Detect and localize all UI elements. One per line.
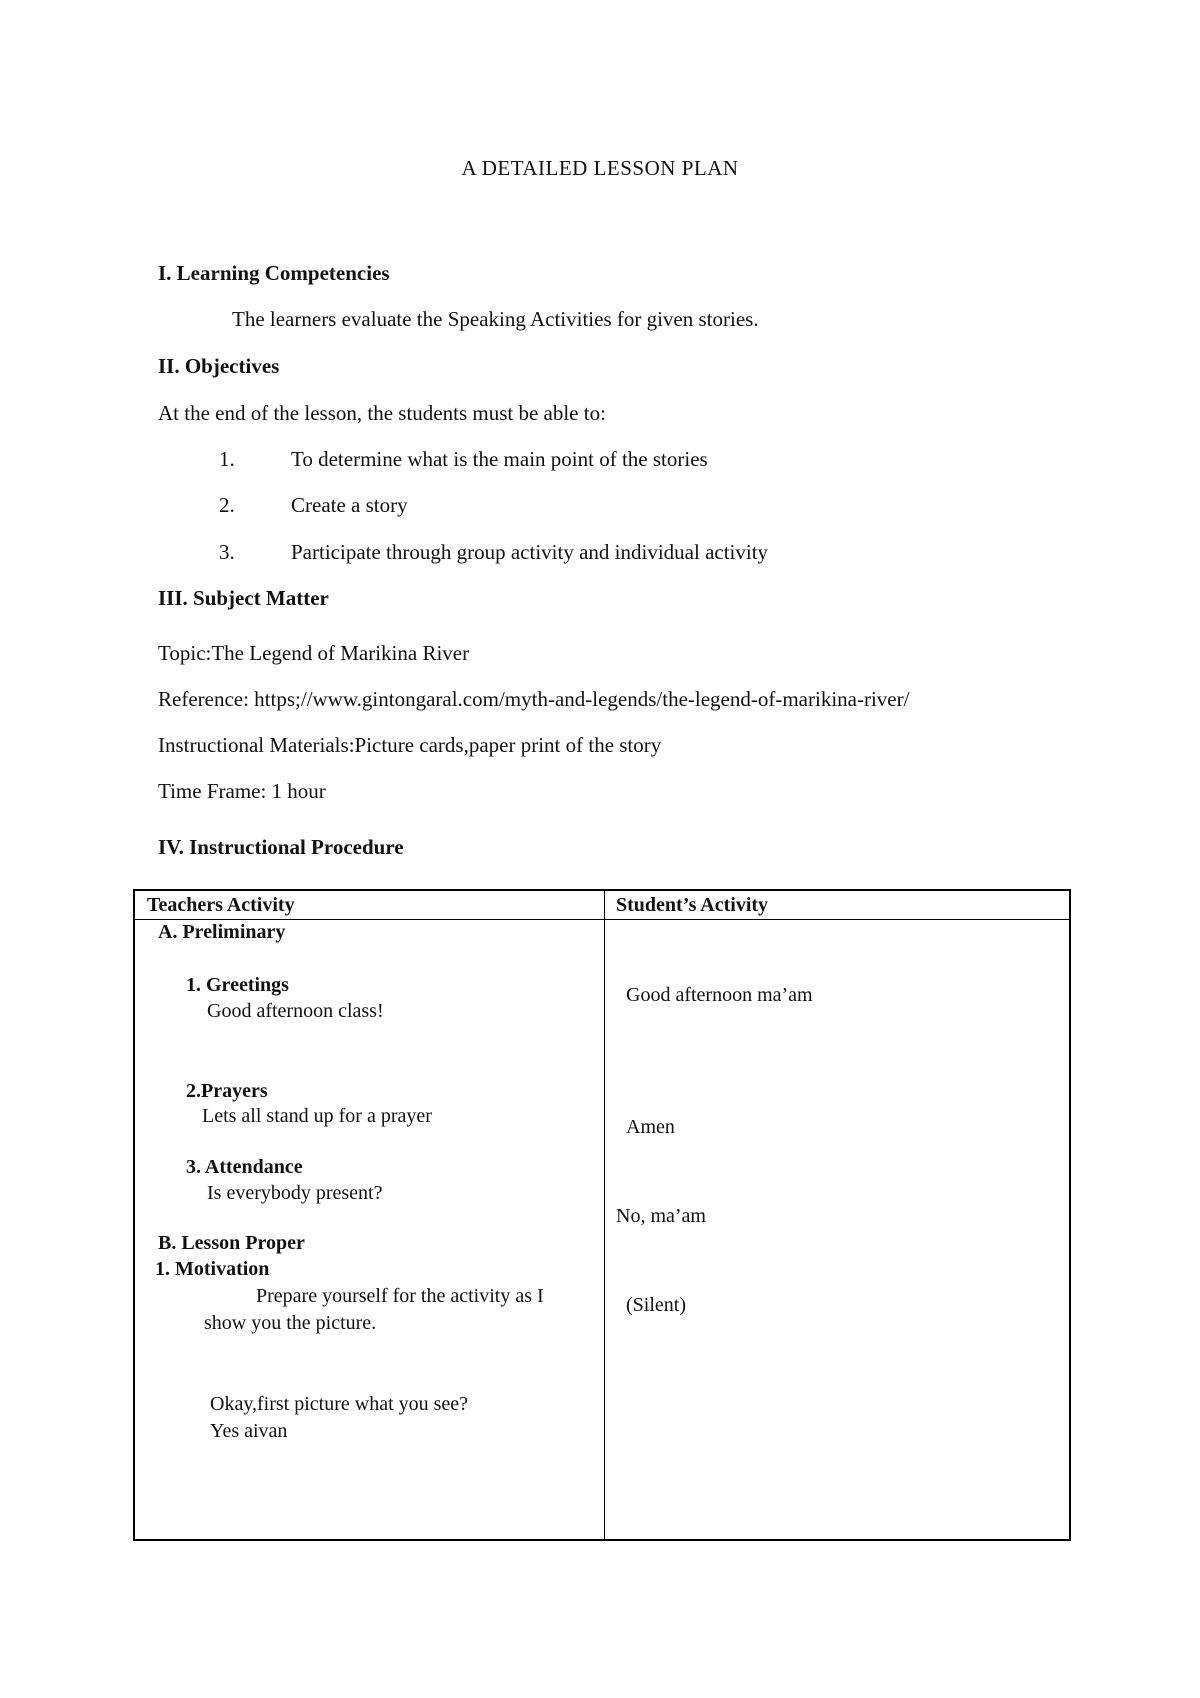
page-title: A DETAILED LESSON PLAN (461, 156, 739, 180)
section-heading-subject-matter: III. Subject Matter (158, 586, 329, 610)
section-heading-objectives: II. Objectives (158, 354, 280, 378)
prayers-text: Lets all stand up for a prayer (202, 1105, 432, 1127)
student-greeting: Good afternoon ma’am (626, 984, 813, 1006)
reference-line: Reference: https;//www.gintongaral.com/myth-and-legends/the-legend-of-marikina-river/ (158, 687, 910, 711)
motivation-text-line1: Prepare yourself for the activity as I (256, 1285, 544, 1307)
greetings-heading: 1. Greetings (186, 974, 289, 996)
materials-line: Instructional Materials:Picture cards,paper print of the story (158, 733, 662, 757)
attendance-heading: 3. Attendance (186, 1156, 303, 1178)
objective-item: Create a story (291, 493, 408, 517)
table-column-divider (604, 891, 605, 1539)
student-attendance: No, ma’am (616, 1205, 706, 1227)
motivation-heading: 1. Motivation (155, 1258, 270, 1280)
topic-line: Topic:The Legend of Marikina River (158, 641, 470, 665)
motivation-text-line2: show you the picture. (204, 1312, 377, 1334)
procedure-table (133, 889, 1071, 1541)
objectives-intro: At the end of the lesson, the students must be able to: (158, 401, 606, 425)
student-silent: (Silent) (626, 1294, 686, 1316)
objective-number: 3. (219, 540, 235, 564)
answer-prompt-text: Yes aivan (210, 1420, 288, 1442)
attendance-text: Is everybody present? (207, 1182, 383, 1204)
teacher-column-header: Teachers Activity (147, 894, 295, 916)
greetings-text: Good afternoon class! (207, 1000, 384, 1022)
prayers-heading: 2.Prayers (186, 1080, 268, 1102)
student-column-header: Student’s Activity (616, 894, 769, 916)
objective-number: 2. (219, 493, 235, 517)
student-amen: Amen (626, 1116, 675, 1138)
objective-item: To determine what is the main point of the stories (291, 447, 708, 471)
competency-text: The learners evaluate the Speaking Activities for given stories. (232, 307, 759, 331)
lesson-proper-heading: B. Lesson Proper (158, 1232, 305, 1254)
objective-item: Participate through group activity and individual activity (291, 540, 769, 564)
objective-number: 1. (219, 447, 235, 471)
time-frame-line: Time Frame: 1 hour (158, 779, 326, 803)
section-heading-procedure: IV. Instructional Procedure (158, 835, 404, 859)
question-text: Okay,first picture what you see? (210, 1393, 469, 1415)
section-heading-competencies: I. Learning Competencies (158, 261, 390, 285)
preliminary-heading: A. Preliminary (158, 921, 286, 943)
table-header-divider (135, 919, 1069, 920)
